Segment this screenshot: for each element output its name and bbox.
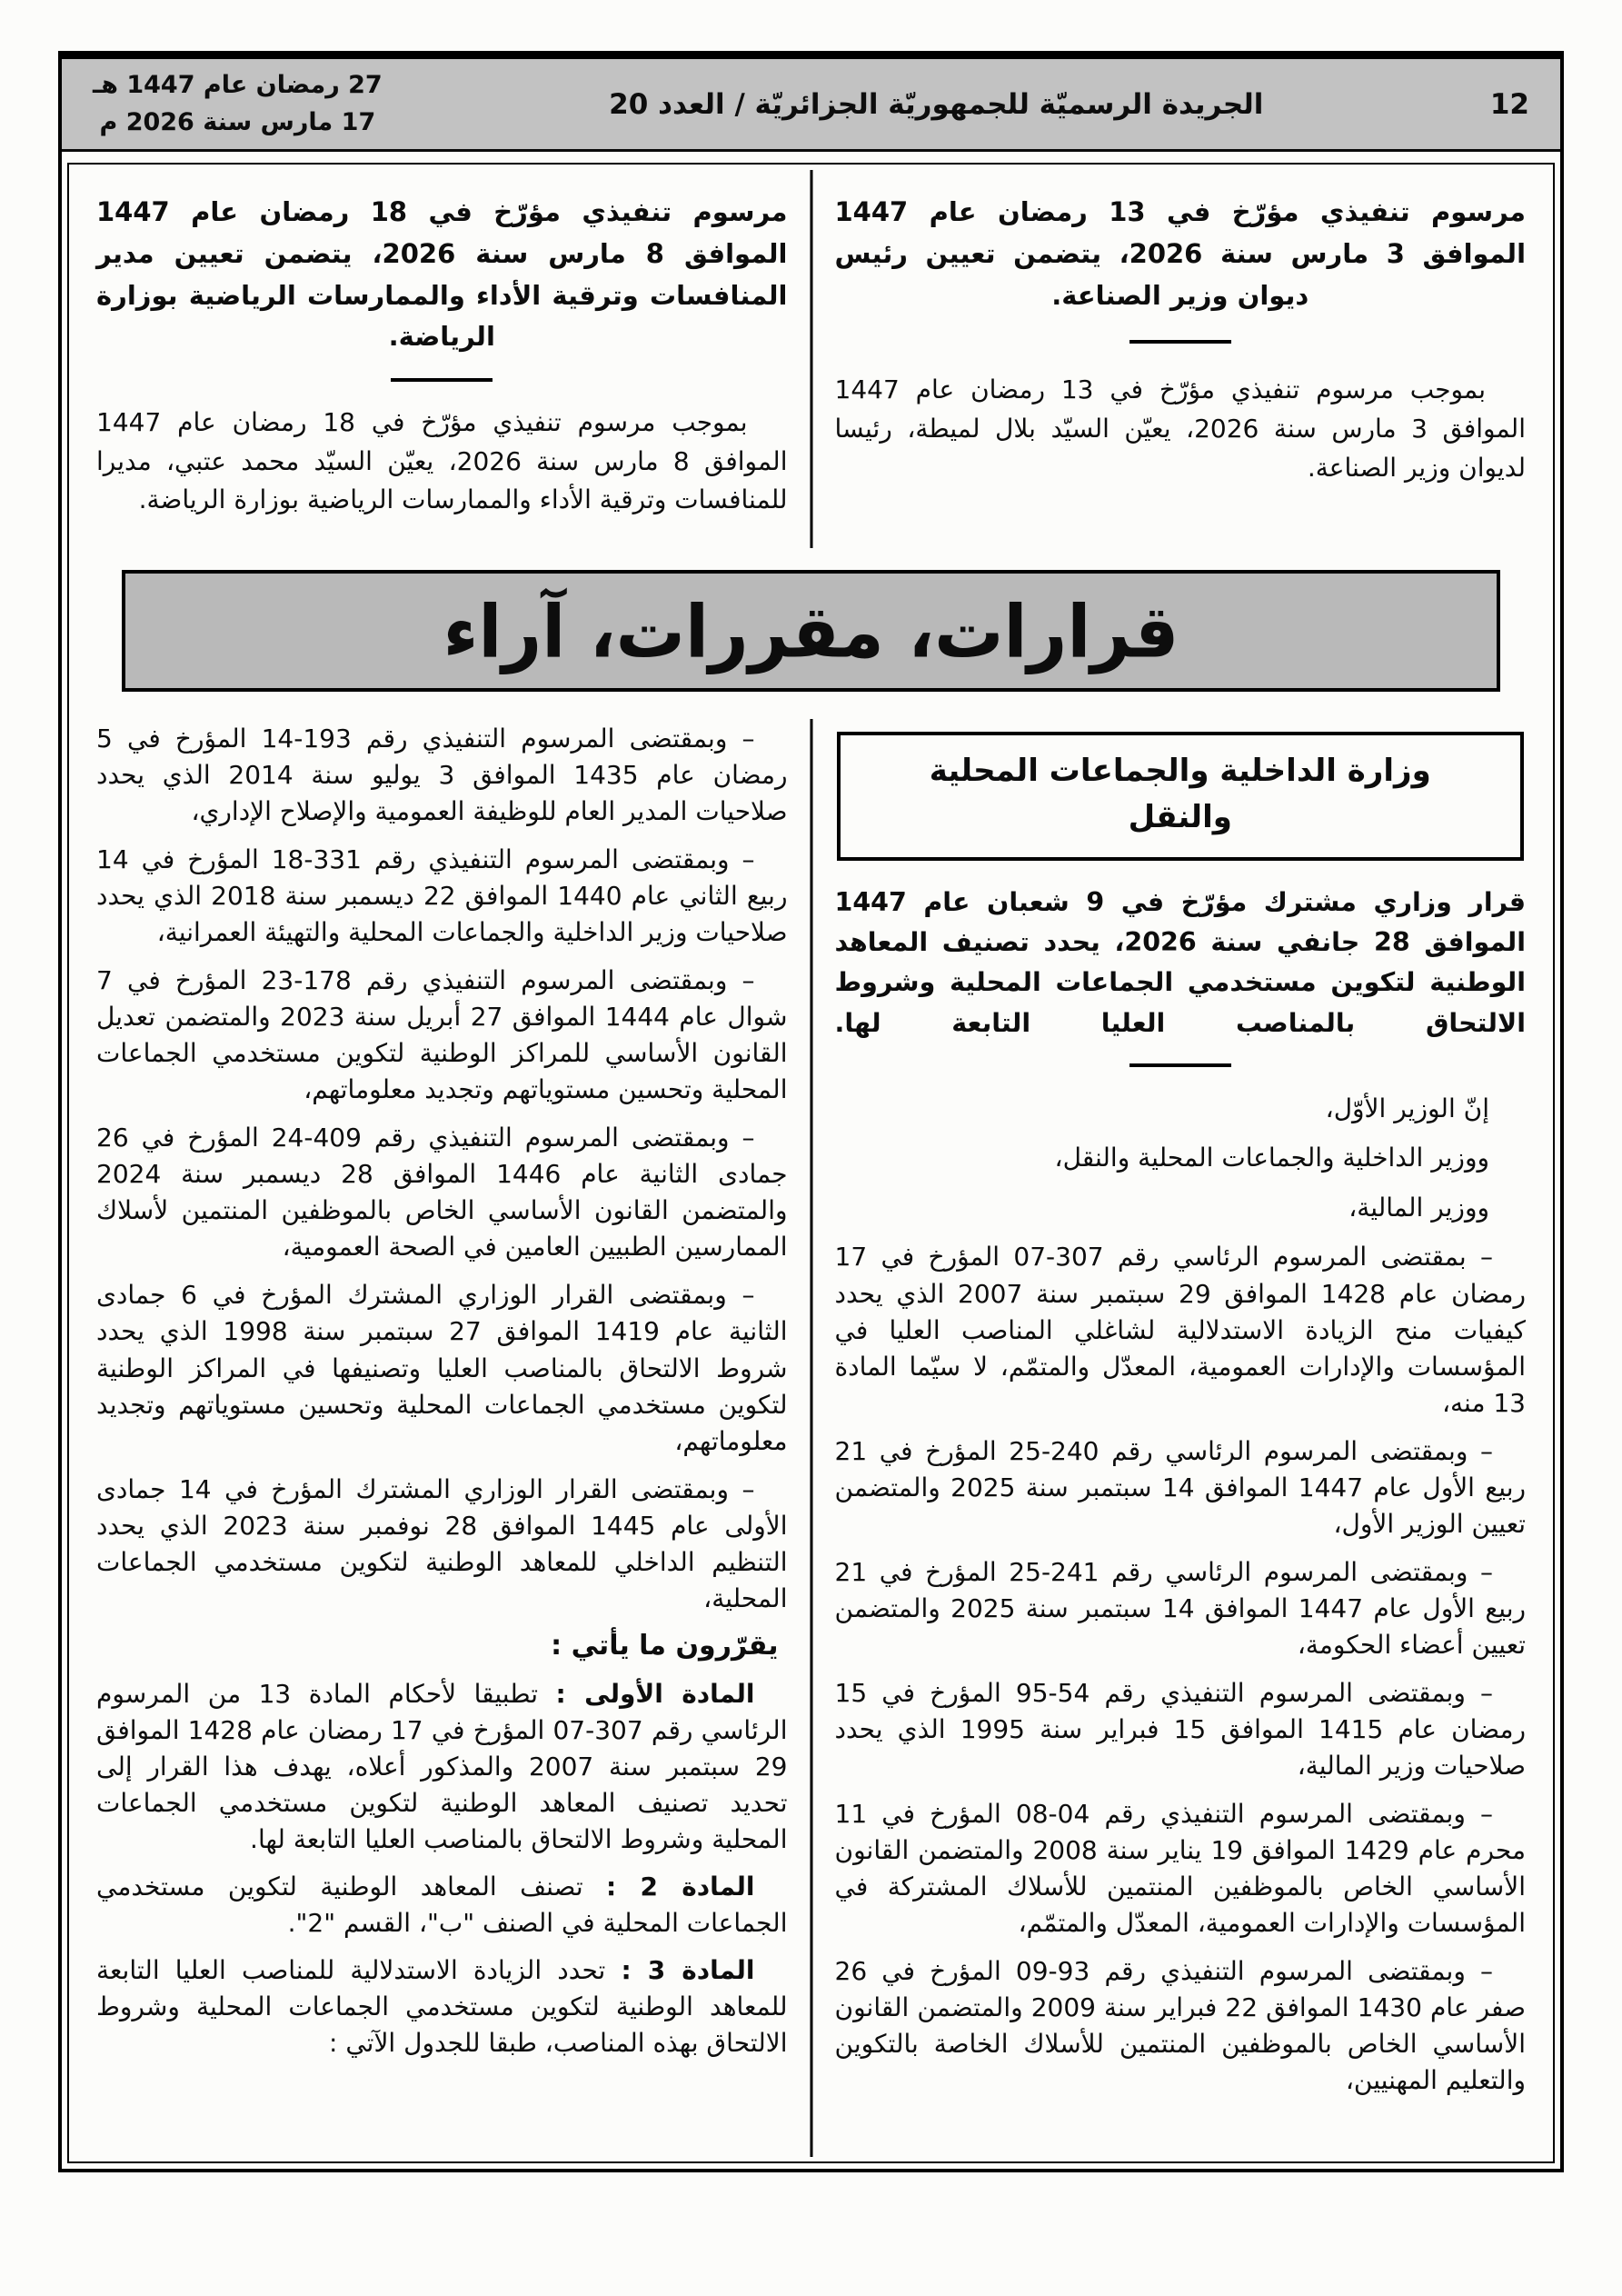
masthead-title: الجريدة الرسميّة للجمهوريّة الجزائريّة / العدد 20 <box>609 87 1264 121</box>
ministry-box <box>837 732 1525 861</box>
page-number: 12 <box>1489 87 1529 121</box>
bottom-left-column <box>73 712 811 2159</box>
visa-paragraph: – وبمقتضى المرسوم الرئاسي رقم 241-25 المؤرخ في 21 ربيع الأول عام 1447 الموافق 14 سبتمبر سنة 2025 والمتضمن تعيين أعضاء الحكومة، <box>834 1556 1527 1660</box>
article-text: تصنف المعاهد الوطنية لتكوين مستخدمي الجماعات المحلية في الصنف "ب"، القسم "2". <box>96 1871 788 1938</box>
article-label: المادة 3 : <box>621 1954 755 1985</box>
decree-body: بموجب مرسوم تنفيذي مؤرّخ في 18 رمضان عام 1447 الموافق 8 مارس سنة 2026، يعيّن السيّد محمد عتبي، مديرا للمنافسات وترقية الأداء والممارسات الرياضية بوزارة الرياضة. <box>96 407 788 515</box>
visa-paragraph: – وبمقتضى المرسوم التنفيذي رقم 04-08 المؤرخ في 11 محرم عام 1429 الموافق 19 يناير سنة 2008 والمتضمن القانون الأساسي الخاص بالموظفين المنتمين للأسلاك المشتركة في المؤسسات والإدارات العمومية، المعدّل والمتمّم، <box>834 1798 1526 1938</box>
appointments-section <box>73 168 1549 570</box>
visa-paragraph: – وبمقتضى القرار الوزاري المشترك المؤرخ في 14 جمادى الأولى عام 1445 الموافق 28 نوفمبر سنة 2023 الذي يحدد التنظيم الداخلي للمعاهد الوطنية لتكوين مستخدمي الجماعات المحلية، <box>96 1473 788 1613</box>
ministry-title-line1: وزارة الداخلية والجماعات المحلية <box>929 753 1431 789</box>
visa-paragraph: – وبمقتضى المرسوم التنفيذي رقم 331-18 المؤرخ في 14 ربيع الثاني عام 1440 الموافق 22 ديسمبر سنة 2018 الذي يحدد صلاحيات وزير الداخلية والجماعات المحلية والتهيئة العمرانية، <box>96 844 788 948</box>
ministry-title-line2: والنقل <box>1128 799 1232 835</box>
page-content <box>73 168 1549 2159</box>
decisions-section <box>73 712 1549 2159</box>
visa-paragraph: – وبمقتضى القرار الوزاري المشترك المؤرخ في 6 جمادى الثانية عام 1419 الموافق 27 سبتمبر سنة 1998 الذي يحدد شروط الالتحاق بالمناصب العليا وتصنيفها في المراكز الوطنية لتكوين مستخدمي الجماعات المحلية وتحسين مستوياتهم وتجديد معلوماتهم، <box>96 1280 788 1456</box>
article-paragraph <box>96 1952 788 2061</box>
decide-line: يقرّرون ما يأتي : <box>551 1629 779 1662</box>
article-label: المادة الأولى : <box>555 1678 755 1709</box>
preamble-line: إنّ الوزير الأوّل، <box>1325 1093 1489 1123</box>
visa-paragraph: – وبمقتضى المرسوم الرئاسي رقم 240-25 المؤرخ في 21 ربيع الأول عام 1447 الموافق 14 سبتمبر سنة 2025 والمتضمن تعيين الوزير الأول، <box>834 1435 1527 1539</box>
masthead-dates <box>93 67 383 141</box>
masthead-date-gregorian: 17 مارس سنة 2026 م <box>99 107 376 136</box>
decree-title: مرسوم تنفيذي مؤرّخ في 18 رمضان عام 1447 الموافق 8 مارس سنة 2026، يتضمن تعيين مدير المنافسات وترقية الأداء والممارسات الرياضية بوزارة الرياضة. <box>96 196 788 353</box>
decree-body: بموجب مرسوم تنفيذي مؤرّخ في 13 رمضان عام 1447 الموافق 3 مارس سنة 2026، يعيّن السيّد بلال لميطة، رئيسا لديوان وزير الصناعة. <box>834 374 1526 483</box>
preamble <box>835 1091 1527 1227</box>
separator-rule <box>391 378 493 382</box>
article-text: تطبيقا لأحكام المادة 13 من المرسوم الرئاسي رقم 307-07 المؤرخ في 17 رمضان عام 1428 الموافق 29 سبتمبر سنة 2007 والمذكور أعلاه، يهدف هذا القرار إلى تحديد تصنيف المعاهد الوطنية لتكوين مستخدمي الجماعات المحلية وشروط الالتحاق بالمناصب العليا التابعة لها. <box>96 1678 788 1854</box>
section-banner-title: قرارات، مقررات، آراء <box>443 588 1179 674</box>
masthead-date-hijri: 27 رمضان عام 1447 هـ <box>93 71 383 99</box>
visa-paragraph: – وبمقتضى المرسوم التنفيذي رقم 409-24 المؤرخ في 26 جمادى الثانية عام 1446 الموافق 28 ديسمبر سنة 2024 والمتضمن القانون الأساسي الخاص بالموظفين المنتمين لأسلاك الممارسين الطبيين العامين في الصحة العمومية، <box>96 1123 788 1263</box>
section-banner <box>122 570 1500 692</box>
masthead <box>62 59 1560 152</box>
bottom-right-column <box>811 712 1550 2159</box>
visa-paragraph: – بمقتضى المرسوم الرئاسي رقم 307-07 المؤرخ في 17 رمضان عام 1428 الموافق 29 سبتمبر سنة 2007 الذي يحدد كيفيات منح الزيادة الاستدلالية لشاغلي المناصب العليا في المؤسسات والإدارات العمومية، المعدّل والمتمّم، لا سيّما المادة 13 منه، <box>834 1242 1526 1418</box>
visa-paragraph: – وبمقتضى المرسوم التنفيذي رقم 54-95 المؤرخ في 15 رمضان عام 1415 الموافق 15 فبراير سنة 1995 الذي يحدد صلاحيات وزير المالية، <box>834 1677 1526 1781</box>
visa-paragraph: – وبمقتضى المرسوم التنفيذي رقم 178-23 المؤرخ في 7 شوال عام 1444 الموافق 27 أبريل سنة 2023 والمتضمن تعديل القانون الأساسي للمراكز الوطنية لتكوين مستخدمي الجماعات المحلية وتحسين مستوياتهم وتجديد معلوماتهم، <box>96 965 788 1105</box>
separator-rule <box>1129 340 1231 344</box>
top-left-column <box>73 168 811 570</box>
article-label: المادة 2 : <box>606 1871 755 1902</box>
visa-paragraph: – وبمقتضى المرسوم التنفيذي رقم 93-09 المؤرخ في 26 صفر عام 1430 الموافق 22 فبراير سنة 2009 والمتضمن القانون الأساسي الخاص بالموظفين المنتمين للأسلاك الخاصة بالتكوين والتعليم المهنيين، <box>834 1956 1526 2096</box>
page-frame <box>58 51 1564 2172</box>
joint-decree-title: قرار وزاري مشترك مؤرّخ في 9 شعبان عام 1447 الموافق 28 جانفي سنة 2026، يحدد تصنيف المعاهد الوطنية لتكوين مستخدمي الجماعات المحلية وشروط الالتحاق بالمناصب العليا التابعة لها. <box>834 887 1526 1038</box>
preamble-line: ووزير الداخلية والجماعات المحلية والنقل، <box>1054 1143 1489 1173</box>
separator-rule <box>1129 1063 1231 1067</box>
article-text: تحدد الزيادة الاستدلالية للمناصب العليا التابعة للمعاهد الوطنية لتكوين مستخدمي الجماعات المحلية وشروط الالتحاق بهذه المناصب، طبقا للجدول الآتي : <box>96 1954 788 2058</box>
article-paragraph <box>96 1869 788 1942</box>
top-right-column <box>811 168 1550 570</box>
article-paragraph <box>96 1676 788 1858</box>
preamble-line: ووزير المالية، <box>1348 1192 1489 1223</box>
visa-paragraph: – وبمقتضى المرسوم التنفيذي رقم 193-14 المؤرخ في 5 رمضان عام 1435 الموافق 3 يوليو سنة 2014 الذي يحدد صلاحيات المدير العام للوظيفة العمومية والإصلاح الإداري، <box>96 724 788 827</box>
decree-title: مرسوم تنفيذي مؤرّخ في 13 رمضان عام 1447 الموافق 3 مارس سنة 2026، يتضمن تعيين رئيس ديوان وزير الصناعة. <box>834 196 1527 311</box>
